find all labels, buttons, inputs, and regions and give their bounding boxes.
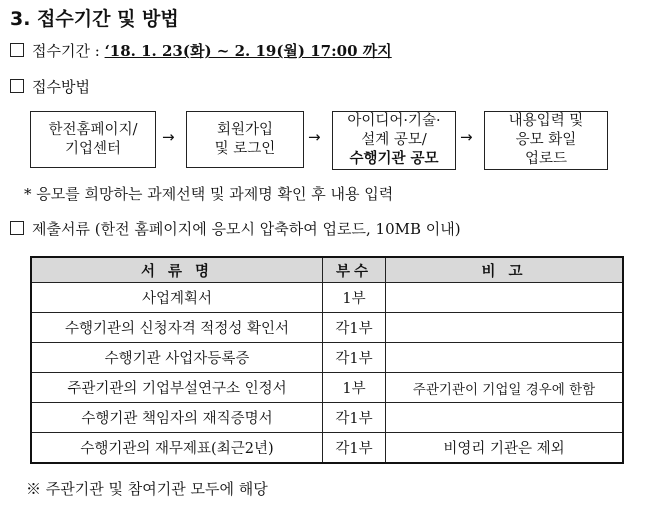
period-line [10,40,392,61]
method-label: 접수방법 [32,78,90,96]
flow-step-signup: 회원가입 및 로그인 [186,111,304,168]
checkbox-icon [10,43,24,57]
flow-step-upload: 내용입력 및 응모 화일 업로드 [484,111,608,170]
table-row: 사업계획서 1부 [31,283,623,313]
header-remarks: 비 고 [386,257,624,283]
documents-table [30,256,624,464]
table-row: 수행기관의 신청자격 적정성 확인서 각1부 [31,313,623,343]
table-header-row [31,257,623,283]
arrow-icon: → [162,128,175,146]
section-title: 3. 접수기간 및 방법 [10,8,179,30]
table-row: 수행기관 책임자의 재직증명서 각1부 [31,403,623,433]
arrow-icon: → [460,128,473,146]
documents-line [10,218,461,239]
header-doc-name: 서 류 명 [31,257,323,283]
checkbox-icon [10,79,24,93]
footnote: ※ 주관기관 및 참여기관 모두에 해당 [26,480,268,498]
table-row: 수행기관의 재무제표(최근2년) 각1부 비영리 기관은 제외 [31,433,623,464]
table-row: 수행기관 사업자등록증 각1부 [31,343,623,373]
flow-step-homepage: 한전홈페이지/ 기업센터 [30,111,156,168]
period-label: 접수기간 : [32,42,100,60]
flow-step-select-contest: 아이디어·기술· 설계 공모/ 수행기관 공모 [332,111,456,170]
arrow-icon: → [308,128,321,146]
apply-note: * 응모를 희망하는 과제선택 및 과제명 확인 후 내용 입력 [24,185,394,203]
table-row: 주관기관의 기업부설연구소 인정서 1부 주관기관이 기업일 경우에 한함 [31,373,623,403]
header-copies: 부수 [323,257,386,283]
documents-label: 제출서류 (한전 홈페이지에 응모시 압축하여 업로드, 10MB 이내) [32,220,461,238]
period-value: ‘18. 1. 23(화) ~ 2. 19(월) 17:00 까지 [104,42,392,60]
checkbox-icon [10,221,24,235]
method-line [10,76,90,97]
